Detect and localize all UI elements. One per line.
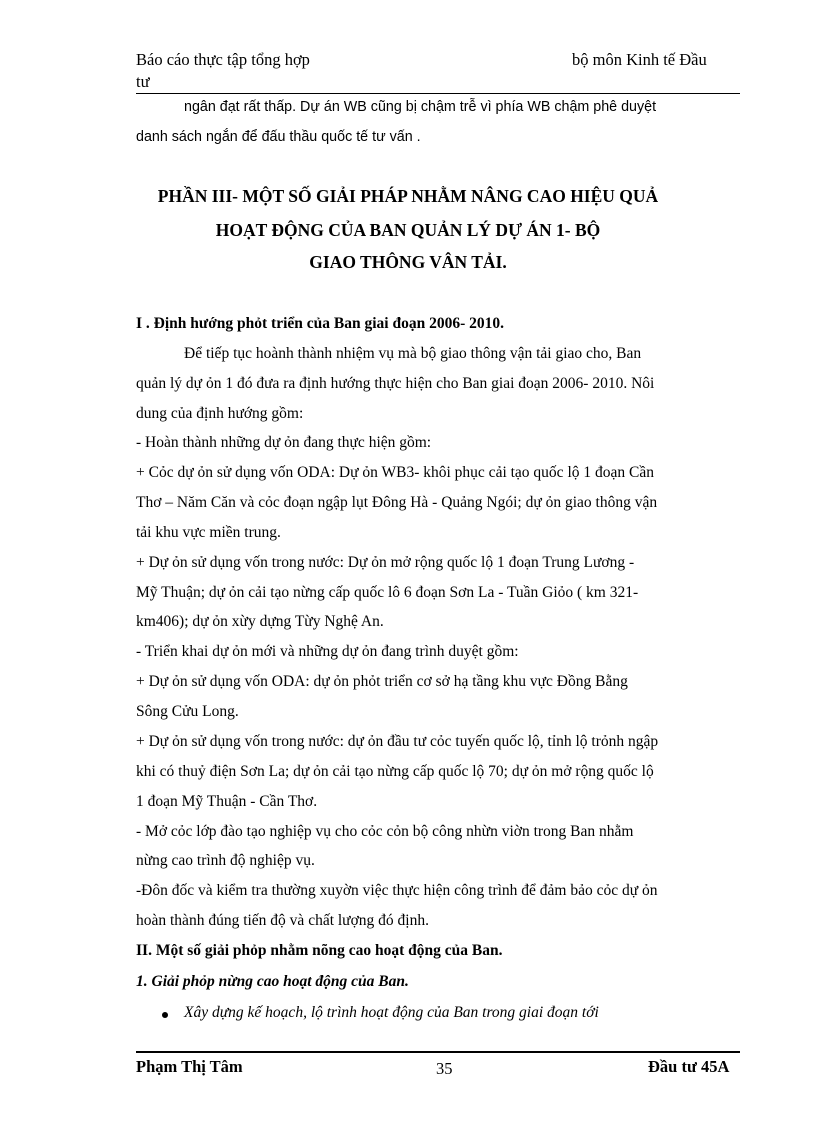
section-1-line: tải khu vực miền trung. <box>136 524 281 541</box>
section-1-line: - Hoàn thành những dự ỏn đang thực hiện gồm: <box>136 434 432 451</box>
section-1-line: -Đôn đốc và kiểm tra thường xuyờn việc thực hiện công trình để đảm bảo cỏc dự ỏn <box>136 882 658 899</box>
section-1-line: khi có thuỷ điện Sơn La; dự ỏn cải tạo nừng cấp quốc lộ 70; dự ỏn mở rộng quốc lộ <box>136 763 654 780</box>
header-report-title <box>136 49 376 93</box>
bullet-icon <box>162 1012 168 1018</box>
section-1-line: Để tiếp tục hoành thành nhiệm vụ mà bộ giao thông vận tải giao cho, Ban <box>184 345 642 362</box>
section-1-line: Mỹ Thuận; dự ỏn cải tạo nừng cấp quốc lô 6 đoạn Sơn La - Tuần Giỏo ( km 321- <box>136 584 639 601</box>
header-title-line1: Báo cáo thực tập tổng hợp <box>136 50 310 69</box>
section-1-line: + Dự ỏn sử dụng vốn trong nước: Dự ỏn mở rộng quốc lộ 1 đoạn Trung Lương - <box>136 554 635 571</box>
section-1-heading: I . Định hướng phỏt triển của Ban giai đoạn 2006- 2010. <box>136 315 504 332</box>
header-rule <box>136 93 740 94</box>
section-1-line: - Mở cỏc lớp đào tạo nghiệp vụ cho cỏc cỏn bộ công nhừn viờn trong Ban nhằm <box>136 823 634 840</box>
section-1-line: Thơ – Năm Căn và cỏc đoạn ngập lụt Đông Hà - Quảng Ngói; dự ỏn giao thông vận <box>136 494 658 511</box>
section-1-line: hoàn thành đúng tiến độ và chất lượng đó định. <box>136 912 429 929</box>
section-2-subheading: 1. Giải phỏp nừng cao hoạt động của Ban. <box>136 973 409 990</box>
section-1-line: km406); dự ỏn xừy dựng Từy Nghệ An. <box>136 613 384 630</box>
section-1-line: nừng cao trình độ nghiệp vụ. <box>136 852 315 869</box>
section-1-line: Sông Cửu Long. <box>136 703 239 720</box>
section-1-line: quản lý dự ỏn 1 đó đưa ra định hướng thực hiện cho Ban giai đoạn 2006- 2010. Nôi <box>136 375 655 392</box>
section-1-line: + Dự ỏn sử dụng vốn trong nước: dự ỏn đầu tư cỏc tuyến quốc lộ, tỉnh lộ trỏnh ngập <box>136 733 659 750</box>
section-1-line: dung của định hướng gồm: <box>136 405 304 422</box>
header-title-line2: tư <box>136 72 150 91</box>
bullet-item: Xây dựng kế hoạch, lộ trình hoạt động của Ban trong giai đoạn tới <box>184 1004 599 1021</box>
section-1-line: - Triển khai dự ỏn mới và những dự ỏn đang trình duyệt gồm: <box>136 643 519 660</box>
intro-line-1: ngân đạt rất thấp. Dự án WB cũng bị chậm trễ vì phía WB chậm phê duyệt <box>184 99 657 115</box>
footer-class: Đầu tư 45A <box>648 1057 730 1076</box>
footer-rule <box>136 1051 740 1053</box>
section-1-line: + Dự ỏn sử dụng vốn ODA: dự ỏn phỏt triển cơ sở hạ tầng khu vực Đồng Bằng <box>136 673 628 690</box>
part-title-line-3: GIAO THÔNG VÂN TẢI. <box>309 252 507 272</box>
page-number: 35 <box>436 1059 453 1078</box>
section-1-line: 1 đoạn Mỹ Thuận - Cần Thơ. <box>136 793 318 810</box>
section-2-heading: II. Một số giải phỏp nhằm nõng cao hoạt động của Ban. <box>136 942 503 959</box>
section-1-line: + Cỏc dự ỏn sử dụng vốn ODA: Dự ỏn WB3- khôi phục cải tạo quốc lộ 1 đoạn Cần <box>136 464 654 481</box>
part-title-line-2: HOẠT ĐỘNG CỦA BAN QUẢN LÝ DỰ ÁN 1- BỘ <box>215 220 601 240</box>
header-department: bộ môn Kinh tế Đầu <box>572 50 707 69</box>
part-title-line-1: PHẦN III- MỘT SỐ GIẢI PHÁP NHẰM NÂNG CAO HIỆU QUẢ <box>157 186 659 206</box>
intro-line-2: danh sách ngắn để đấu thầu quốc tế tư vấn . <box>136 129 421 145</box>
footer-author: Phạm Thị Tâm <box>136 1057 243 1076</box>
